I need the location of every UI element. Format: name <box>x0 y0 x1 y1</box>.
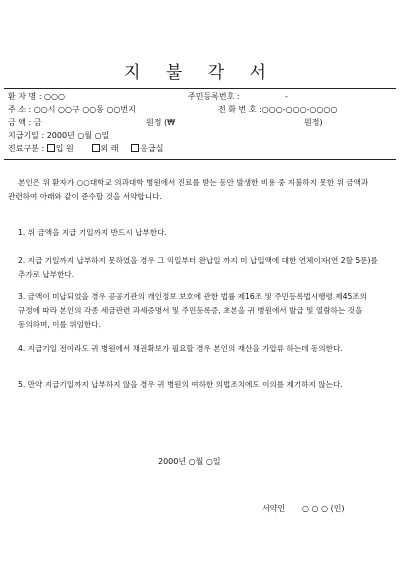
signing-date: 2000년 ○월 ○일 <box>158 457 221 466</box>
care-inpatient-label: 입 원 <box>55 144 74 153</box>
document-title: 지 불 각 서 <box>124 63 276 83</box>
care-outpatient-label: 외 래 <box>100 144 119 153</box>
signer-name: ○ ○ ○ (인) <box>302 504 345 513</box>
patient-name: 환 자 명 : ○○○ <box>8 92 65 101</box>
intro-paragraph: 본인은 위 환자가 ○○대학교 의과대학 병원에서 진료를 받는 동안 발생한 비용 중 지불하지 못한 위 금액과 관련하여 아래와 같이 준수할 것을 서약합니다. <box>8 178 369 201</box>
checkbox-inpatient[interactable] <box>47 144 55 152</box>
amount-label: 금 액 : 금 <box>8 118 42 127</box>
checkbox-emergency[interactable] <box>131 144 139 152</box>
clause-1: 1. 위 금액을 지급 기일까지 반드시 납부한다. <box>18 228 167 237</box>
clause-5: 5. 만약 지급기일까지 납부하지 않을 경우 귀 병원의 여하한 의법조치에도 이의를 제기하지 않는다. <box>18 380 343 389</box>
amount-won-end: 원정) <box>304 118 323 127</box>
checkbox-outpatient[interactable] <box>92 144 100 152</box>
clause-2: 2. 지급 기일까지 납부하지 못하였을 경우 그 익일부터 완납일 까지 미 납입액에 대한 연체이자(연 2할 5푼)를 추가로 납부한다. <box>18 256 378 279</box>
address: 주 소 : ○○시 ○○구 ○○동 ○○번지 <box>8 105 136 114</box>
phone-number: 전 화 번 호 :○○○-○○○-○○○○ <box>218 105 338 114</box>
header-bottom-rule <box>4 159 396 160</box>
amount-won-label: 원정 (₩ <box>146 118 176 127</box>
header-rule <box>4 88 396 89</box>
resident-number-label: 주민등록번호 : <box>188 92 240 101</box>
clause-3: 3. 금액이 미납되었을 경우 공공기관의 개인정보 보호에 관한 법률 제16조 및 주민등록법시행령 제45조의 규정에 따라 본인의 각종 세금관련 과세증명서 및 주민등록증, 초본을 귀 병원에서 발급 및 열람하는 것을 동의하며, 이를 위임한다. <box>18 292 367 329</box>
care-type-label: 진료구분 : <box>8 144 45 153</box>
clause-4: 4. 지급기일 전이라도 귀 병원에서 채권확보가 필요할 경우 본인의 재산을 가압류 하는데 동의한다. <box>18 344 343 353</box>
signer-label: 서약인 <box>262 504 286 513</box>
care-emergency-label: 응급실 <box>140 144 164 153</box>
care-type-row <box>8 144 163 154</box>
resident-number-dash: - <box>285 92 288 101</box>
due-date: 지급기일 : 2000년 ○월 ○일 <box>8 131 110 140</box>
